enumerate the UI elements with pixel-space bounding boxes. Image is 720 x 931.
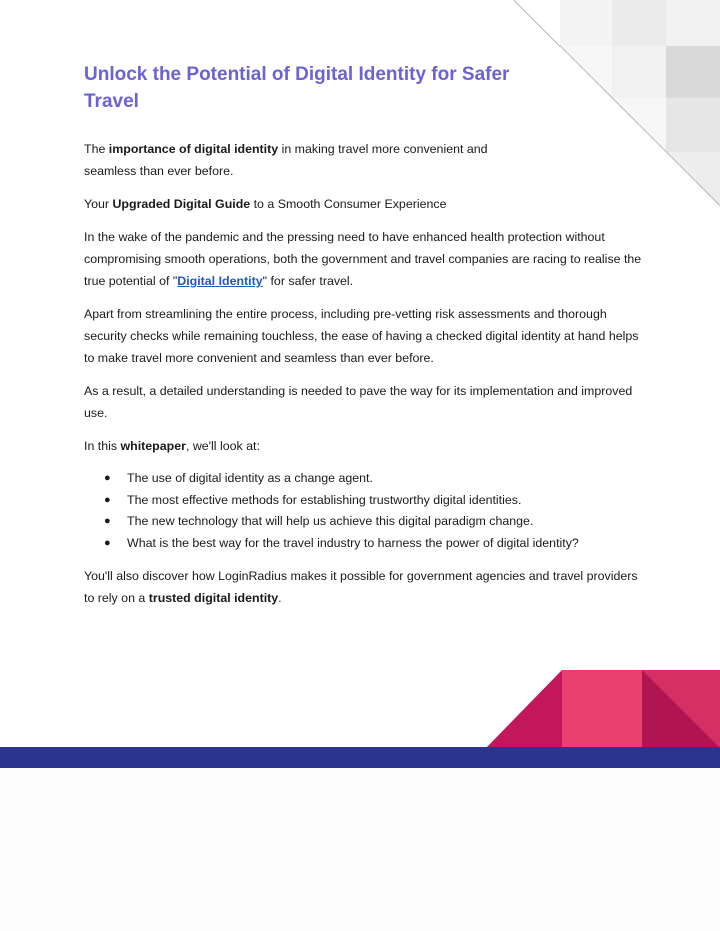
- digital-identity-link[interactable]: Digital Identity: [177, 274, 263, 288]
- guide-paragraph: Your Upgraded Digital Guide to a Smooth Consumer Experience: [84, 197, 447, 211]
- bottom-decorative-shapes: [0, 668, 720, 748]
- list-item: ● What is the best way for the travel industry to harness the power of digital identity?: [84, 533, 644, 555]
- list-item: ● The new technology that will help us achieve this digital paradigm change.: [84, 511, 644, 533]
- bullet-icon: ●: [104, 472, 111, 484]
- page-title: Unlock the Potential of Digital Identity for Safer Travel: [84, 64, 510, 112]
- bullet-icon: ●: [104, 536, 111, 549]
- intro-paragraph: The importance of digital identity in making travel more convenient and seamless than ever before.: [84, 142, 488, 178]
- whitepaper-paragraph: In this whitepaper, we'll look at:: [84, 439, 260, 453]
- list-item: ● The most effective methods for establishing trustworthy digital identities.: [84, 490, 644, 512]
- footer-band: [0, 747, 720, 768]
- streamlining-paragraph: Apart from streamlining the entire process, including pre-vetting risk assessments and thorough security checks while remaining touchless, the ease of having a checked digital identity at hand helps to make travel more convenient and seamless than ever before.: [84, 307, 639, 365]
- page-bottom-area: [0, 768, 720, 931]
- pandemic-paragraph: In the wake of the pandemic and the pressing need to have enhanced health protection without compromising smooth operations, both the government and travel companies are racing to realise the true potential of "Digital Identity" for safer travel.: [84, 230, 642, 288]
- document-body: [84, 61, 644, 620]
- topics-list: [84, 468, 644, 554]
- list-item: ● The use of digital identity as a change agent.: [84, 468, 644, 490]
- closing-paragraph: You'll also discover how LoginRadius makes it possible for government agencies and travel providers to rely on a trusted digital identity.: [84, 569, 638, 605]
- bullet-icon: ●: [104, 515, 111, 527]
- bullet-icon: ●: [104, 493, 111, 506]
- result-paragraph: As a result, a detailed understanding is needed to pave the way for its implementation and improved use.: [84, 384, 633, 420]
